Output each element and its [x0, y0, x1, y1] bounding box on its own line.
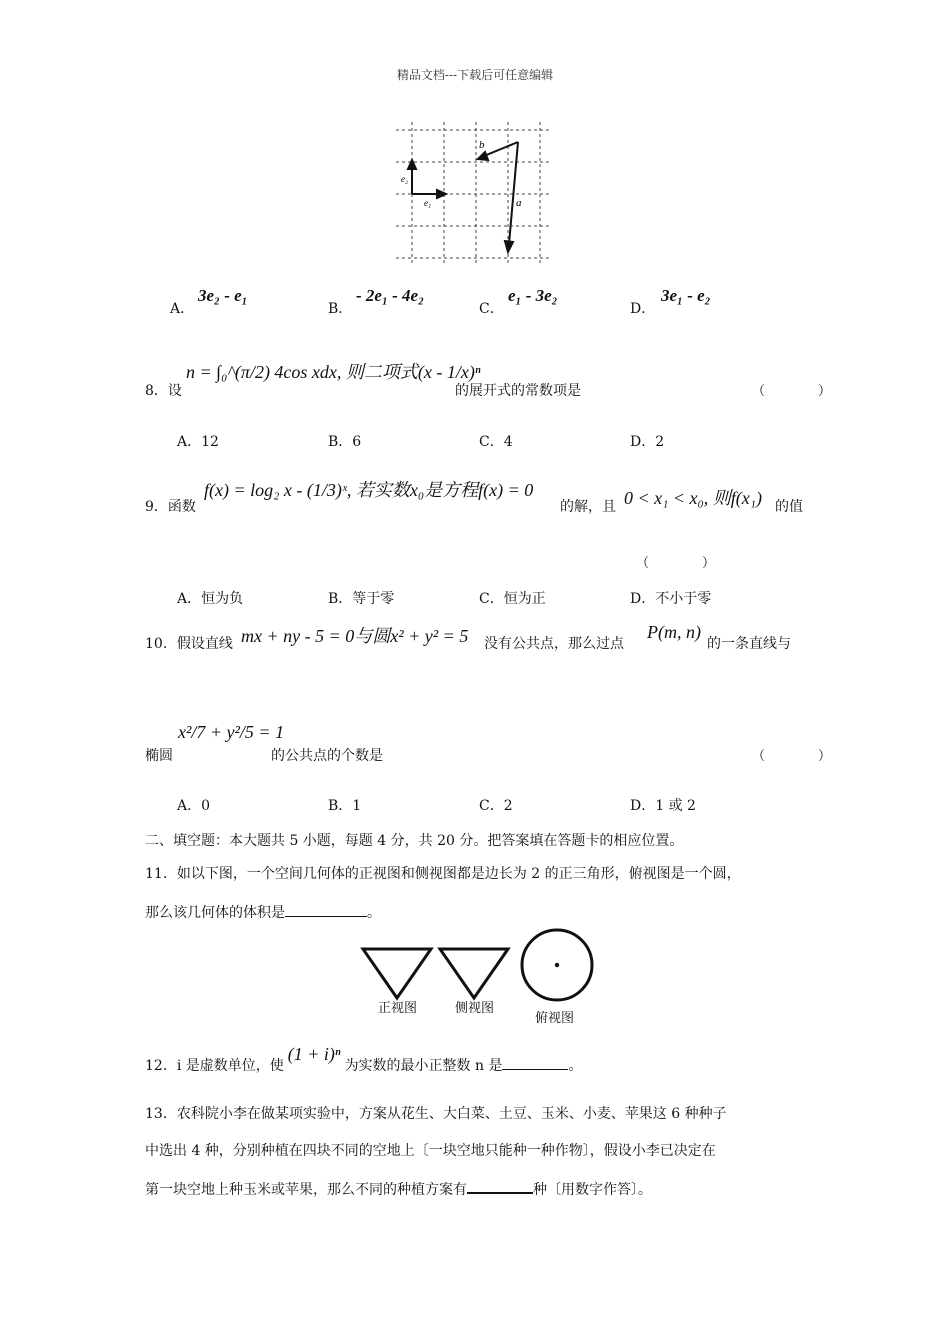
q12-start: 12．i 是虚数单位，使 [145, 1058, 284, 1074]
q10-answer-paren: （ ） [752, 749, 852, 764]
q8-formula: n = ∫₀^(π/2) 4cos xdx, 则二项式(x - 1/x)ⁿ [186, 362, 481, 382]
q10-text-mid: 没有公共点，那么过点 [484, 636, 624, 652]
q13-line3-text: 第一块空地上种玉米或苹果，那么不同的种植方案有 [145, 1182, 467, 1198]
q9-option-b: B．等于零 [328, 591, 395, 607]
q7-option-d-label: D． [630, 301, 656, 317]
q9-option-c: C．恒为正 [479, 591, 546, 607]
q10-formula2: P(m, n) [647, 622, 701, 642]
vector-grid-figure [396, 122, 556, 267]
q12-line [145, 1044, 583, 1075]
q11-line2-text: 那么该几何体的体积是 [145, 905, 285, 921]
q12-formula: (1 + i)ⁿ [287, 1044, 341, 1064]
q11-answer-blank [285, 902, 367, 917]
q10-number: 10．假设直线 [145, 636, 233, 652]
q13-line3 [145, 1178, 652, 1199]
q8-option-d: D．2 [630, 434, 665, 450]
q9-formula: f(x) = log₂ x - (1/3)ˣ, 若实数x₀是方程f(x) = 0 [204, 480, 534, 500]
page-header: 精品文档---下载后可任意编辑 [396, 68, 554, 82]
q11-line1: 11．如以下图，一个空间几何体的正视图和侧视图都是边长为 2 的正三角形，俯视图是一个圆， [145, 866, 741, 882]
q12-end2: 。 [568, 1058, 583, 1074]
q7-option-c-label: C． [479, 301, 504, 317]
q9-option-a: A．恒为负 [177, 591, 244, 607]
q9-text-mid: 的解，且 [560, 499, 616, 515]
q13-line3-end: 种〔用数字作答〕。 [533, 1182, 652, 1198]
q10-option-d: D．1 或 2 [630, 798, 696, 814]
q9-number: 9．函数 [145, 499, 196, 515]
q8-number: 8．设 [145, 383, 182, 399]
q13-line2: 中选出 4 种，分别种植在四块不同的空地上〔一块空地只能种一种作物〕，假设小李已决定在 [145, 1143, 716, 1159]
q7-option-b-label: B． [328, 301, 353, 317]
top-view-label: 俯视图 [535, 1011, 575, 1026]
q12-answer-blank [502, 1055, 568, 1070]
q8-text: 的展开式的常数项是 [455, 383, 581, 399]
q8-option-a: A．12 [177, 434, 219, 450]
q9-formula2: 0 < x₁ < x₀, 则f(x₁) [624, 488, 763, 508]
vector-e2-label: e₂ [401, 174, 409, 184]
q13-answer-blank [467, 1178, 533, 1194]
q11-line2-end: 。 [367, 905, 381, 921]
q10-line2-end: 的公共点的个数是 [271, 748, 383, 764]
q10-option-b: B．1 [328, 798, 362, 814]
q7-option-c-expr: e₁ - 3e₂ [508, 286, 558, 305]
q7-option-a-label: A． [170, 301, 195, 317]
q10-formula: mx + ny - 5 = 0与圆x² + y² = 5 [241, 626, 469, 646]
q7-option-d-expr: 3e₁ - e₂ [661, 286, 711, 305]
q7-option-a-expr: 3e₂ - e₁ [198, 286, 248, 305]
q10-option-a: A．0 [177, 798, 211, 814]
q10-text-end: 的一条直线与 [707, 636, 791, 652]
q10-option-c: C．2 [479, 798, 513, 814]
q9-option-d: D．不小于零 [630, 591, 712, 607]
q8-option-c: C．4 [479, 434, 513, 450]
q9-answer-paren: （ ） [636, 556, 736, 571]
vector-a-label: a [516, 197, 522, 209]
q11-line2 [145, 902, 381, 922]
q8-option-b: B．6 [328, 434, 362, 450]
q10-ellipse: x²/7 + y²/5 = 1 [178, 722, 285, 742]
side-view-label: 侧视图 [455, 1001, 495, 1016]
q10-line2-start: 椭圆 [145, 748, 173, 764]
vector-b-label: b [479, 139, 485, 151]
q7-option-b-expr: - 2e₁ - 4e₂ [356, 286, 425, 305]
q9-text-end: 的值 [775, 499, 803, 515]
vector-e1-label: e₁ [424, 198, 432, 208]
front-view-label: 正视图 [378, 1001, 418, 1016]
section2-heading: 二、填空题：本大题共 5 小题，每题 4 分，共 20 分。把答案填在答题卡的相应位置。 [145, 833, 684, 849]
q12-end: 为实数的最小正整数 n 是 [344, 1058, 503, 1074]
q8-answer-paren: （ ） [752, 384, 852, 399]
q13-line1: 13．农科院小李在做某项实验中，方案从花生、大白菜、土豆、玉米、小麦、苹果这 6 种种子 [145, 1106, 727, 1122]
